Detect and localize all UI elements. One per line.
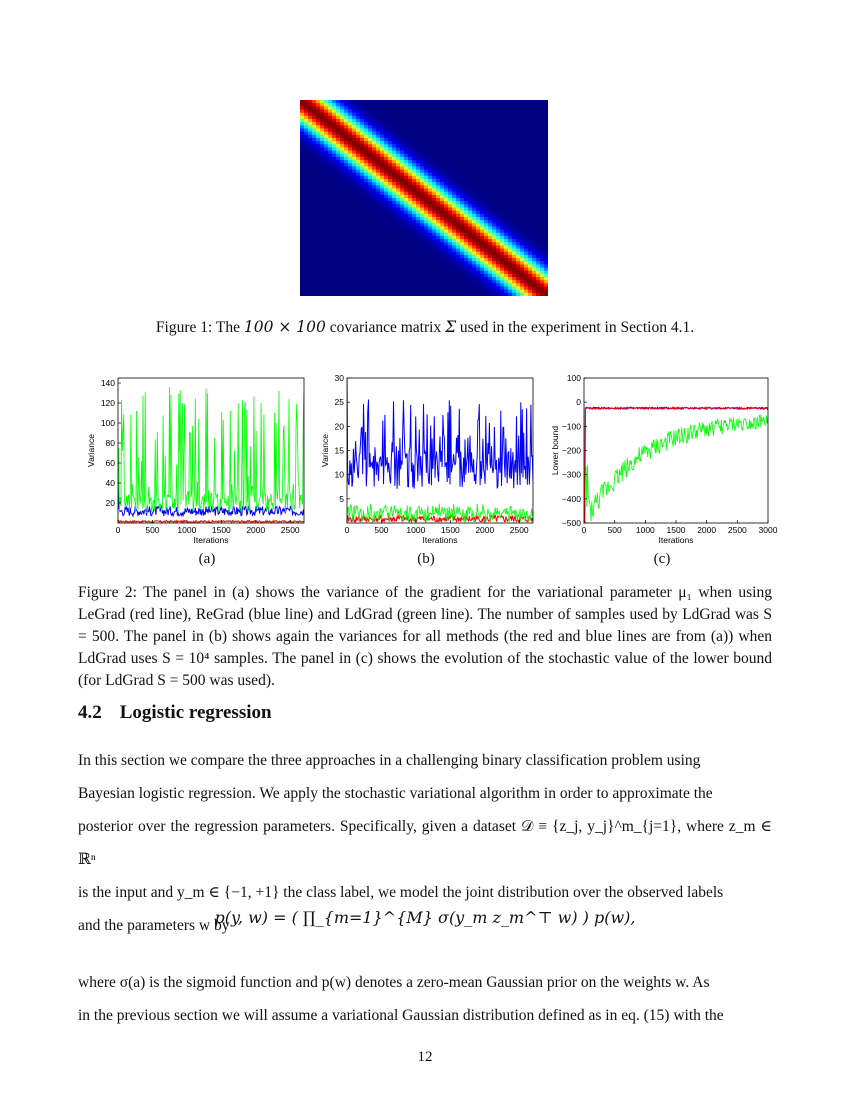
heatmap-cell (468, 293, 473, 296)
heatmap-cell (420, 293, 425, 296)
heatmap-cell (528, 293, 533, 296)
figure-1-caption: Figure 1: The 100 × 100 covariance matrix Σ used in the experiment in Section 4.1. (155, 318, 695, 336)
paragraph-line: where σ(a) is the sigmoid function and p(w) denotes a zero-mean Gaussian prior on the weights w. As (78, 974, 710, 991)
x-tick-label: 1500 (211, 525, 231, 535)
paragraph-2 (78, 966, 772, 1032)
paragraph-line: Bayesian logistic regression. We apply the stochastic variational algorithm in order to approximate the (78, 785, 713, 802)
heatmap-cell (400, 293, 405, 296)
y-axis-label: Variance (320, 434, 330, 467)
heatmap-cell (544, 293, 548, 296)
heatmap-cell (504, 293, 509, 296)
heatmap-cell (380, 293, 385, 296)
y-tick-label: 80 (105, 438, 115, 448)
x-tick-label: 2000 (246, 525, 266, 535)
heatmap-cell (488, 293, 493, 296)
heatmap-cell (404, 293, 409, 296)
section-heading (78, 702, 272, 724)
heatmap-cell (512, 293, 517, 296)
y-tick-label: 120 (100, 398, 115, 408)
x-tick-label: 3000 (758, 525, 778, 535)
heatmap-cell (432, 293, 437, 296)
y-tick-label: 20 (105, 498, 115, 508)
equation: p(y, w) = ( ∏_{m=1}^{M} σ(y_m z_m^⊤ w) ) p(w), (214, 908, 636, 927)
y-tick-label: 15 (334, 445, 344, 456)
heatmap-cell (356, 293, 361, 296)
heatmap-cell (368, 293, 373, 296)
heatmap-cell (444, 293, 449, 296)
series-line-regrad (584, 407, 768, 523)
heatmap-cell (328, 293, 333, 296)
heatmap-cell (320, 293, 325, 296)
y-tick-label: 0 (576, 397, 581, 408)
y-tick-label: 140 (100, 378, 115, 388)
figure-2-panel-b (318, 370, 540, 546)
covariance-heatmap (300, 100, 548, 296)
x-tick-label: 1500 (666, 525, 686, 535)
chart-panel-c (548, 370, 784, 546)
heatmap-cell (408, 293, 413, 296)
x-tick-label: 2000 (697, 525, 717, 535)
x-axis-label: Iterations (658, 535, 694, 545)
heatmap-cell (480, 293, 485, 296)
section-title: Logistic regression (119, 702, 272, 723)
y-axis-label: Variance (86, 434, 96, 467)
x-tick-label: 500 (607, 525, 622, 535)
plot-frame (584, 378, 768, 523)
page-number: 12 (417, 1049, 433, 1065)
y-tick-label: 25 (334, 397, 344, 408)
heatmap-cell (336, 293, 341, 296)
heatmap-cell (540, 293, 545, 296)
x-axis-label: Iterations (193, 535, 229, 545)
chart-panel-a (84, 370, 310, 546)
x-tick-label: 1000 (177, 525, 197, 535)
heatmap-cell (360, 293, 365, 296)
chart-panel-b (318, 370, 540, 546)
heatmap-cell (372, 293, 377, 296)
series-line-regrad (347, 378, 533, 489)
heatmap-cell (500, 293, 505, 296)
heatmap-cell (436, 293, 441, 296)
heatmap-cell (452, 293, 457, 296)
heatmap-cell (428, 293, 433, 296)
paragraph-line: posterior over the regression parameters. Specifically, given a dataset 𝒟 ≡ {z_j, y_j}^m_{j=1}, where z_m ∈ ℝⁿ (78, 818, 772, 868)
heatmap-cell (464, 293, 469, 296)
y-tick-label: 20 (334, 421, 344, 432)
heatmap-cell (456, 293, 461, 296)
heatmap-cell (348, 293, 353, 296)
x-tick-label: 0 (115, 525, 121, 535)
x-tick-label: 500 (145, 525, 160, 535)
figure-2-caption: Figure 2: The panel in (a) shows the variance of the gradient for the variational parameter μ₁ when using LeGrad (red line), ReGrad (blue line) and LdGrad (green line). The number of samples used by LdGrad was S = 500. The panel in (b) shows again the variances for all methods (the red and blue lines are from (a)) when LdGrad uses S = 10⁴ samples. The panel in (c) shows the evolution of the stochastic value of the lower bound (for LdGrad S = 500 was used). (78, 584, 772, 689)
heatmap-cell (352, 293, 357, 296)
heatmap-cell (524, 293, 529, 296)
heatmap-cell (416, 293, 421, 296)
heatmap-cell (440, 293, 445, 296)
heatmap-cell (520, 293, 525, 296)
paragraph-line: In this section we compare the three approaches in a challenging binary classification problem using (78, 752, 701, 769)
y-tick-label: 5 (339, 493, 344, 504)
paragraph-line: is the input and y_m ∈ {−1, +1} the class label, we model the joint distribution over the observed labels (78, 884, 724, 901)
series-line-legrad (118, 521, 304, 523)
y-axis-label: Lower bound (550, 425, 560, 476)
series-line-legrad (584, 407, 768, 523)
heatmap-cell (448, 293, 453, 296)
x-tick-label: 2500 (280, 525, 300, 535)
heatmap-cell (476, 293, 481, 296)
section-number: 4.2 (78, 702, 102, 723)
heatmap-cell (332, 293, 337, 296)
heatmap-cell (340, 293, 345, 296)
heatmap-cell (472, 293, 477, 296)
y-tick-label: 100 (566, 373, 581, 383)
panel-label-b: (b) (417, 551, 435, 567)
heatmap-cell (324, 293, 329, 296)
y-tick-label: 40 (105, 478, 115, 488)
heatmap-cell (492, 293, 497, 296)
figure-1 (300, 100, 548, 296)
x-tick-label: 2500 (509, 525, 529, 535)
heatmap-cell (304, 293, 309, 296)
heatmap-cell (312, 293, 317, 296)
heatmap-cell (536, 293, 541, 296)
heatmap-cell (308, 293, 313, 296)
heatmap-cell (384, 293, 389, 296)
y-tick-label: 30 (334, 373, 344, 383)
figure-2-panel-c (548, 370, 784, 546)
heatmap-cell (388, 293, 393, 296)
heatmap-cell (396, 293, 401, 296)
heatmap-cell (508, 293, 513, 296)
x-tick-label: 1000 (406, 525, 426, 535)
x-tick-label: 2000 (475, 525, 495, 535)
heatmap-cell (392, 293, 397, 296)
x-tick-label: 1000 (635, 525, 655, 535)
x-tick-label: 2500 (727, 525, 747, 535)
y-tick-label: −300 (561, 469, 581, 480)
paragraph-line: and the parameters w by (78, 917, 230, 934)
y-tick-label: 100 (100, 418, 115, 428)
x-tick-label: 1500 (440, 525, 460, 535)
series-line-ldgrad (118, 387, 304, 513)
y-tick-label: −500 (561, 518, 581, 528)
heatmap-cell (516, 293, 521, 296)
x-tick-label: 0 (581, 525, 587, 535)
y-tick-label: −100 (561, 421, 581, 432)
heatmap-cell (316, 293, 321, 296)
heatmap-cell (460, 293, 465, 296)
heatmap-cell (484, 293, 489, 296)
x-tick-label: 500 (374, 525, 389, 535)
panel-label-a: (a) (198, 551, 216, 567)
series-line-ldgrad (584, 415, 768, 521)
heatmap-cell (300, 293, 305, 296)
heatmap-cell (532, 293, 537, 296)
y-tick-label: 60 (105, 458, 115, 468)
y-tick-label: −200 (561, 445, 581, 456)
heatmap-cell (496, 293, 501, 296)
x-tick-label: 0 (344, 525, 350, 535)
paragraph-line: in the previous section we will assume a variational Gaussian distribution defined as in eq. (15) with the (78, 1007, 724, 1024)
heatmap-cell (376, 293, 381, 296)
y-tick-label: −400 (561, 493, 581, 504)
figure-2-panel-a (84, 370, 310, 546)
x-axis-label: Iterations (422, 535, 458, 545)
heatmap-cell (364, 293, 369, 296)
heatmap-cell (344, 293, 349, 296)
y-tick-label: 10 (334, 469, 344, 480)
heatmap-cell (412, 293, 417, 296)
panel-label-c: (c) (653, 551, 671, 567)
heatmap-cell (424, 293, 429, 296)
